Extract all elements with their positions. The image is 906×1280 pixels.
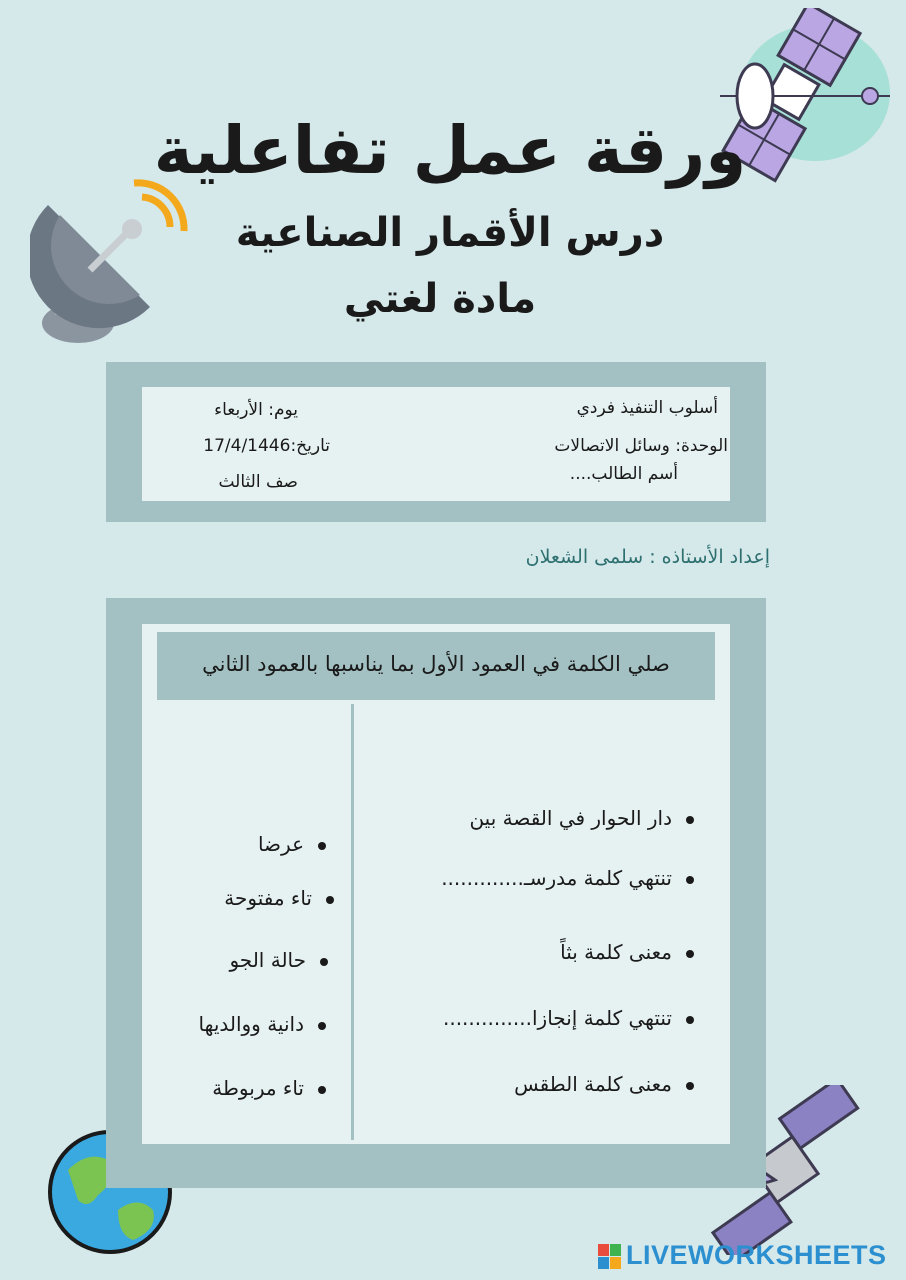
bullet-icon (686, 1016, 694, 1024)
column-one-item[interactable]: دار الحوار في القصة بين (469, 806, 694, 830)
worksheet-title: ورقة عمل تفاعلية (153, 112, 747, 189)
column-one-item[interactable]: معنى كلمة بثاً (560, 940, 694, 964)
column-two-item[interactable]: عرضا (258, 832, 326, 856)
unit-label: الوحدة: وسائل الاتصالات (554, 436, 728, 456)
subject-title: مادة لغتي (343, 276, 537, 322)
instruction-text: صلي الكلمة في العمود الأول بما يناسبها بالعمود الثاني (202, 652, 670, 676)
column-one-item[interactable]: تنتهي كلمة إنجازا.............. (443, 1006, 694, 1030)
grade-label: صف الثالث (218, 472, 298, 492)
day-label: يوم: الأربعاء (214, 400, 298, 420)
bullet-icon (686, 876, 694, 884)
liveworksheets-logo-icon (598, 1244, 622, 1270)
execution-method: أسلوب التنفيذ فردي (576, 398, 718, 418)
bullet-icon (320, 958, 328, 966)
column-two-item[interactable]: تاء مفتوحة (224, 886, 334, 910)
bullet-icon (318, 1086, 326, 1094)
teacher-credit: إعداد الأستاذه : سلمى الشعلان (525, 546, 770, 568)
bullet-icon (318, 1022, 326, 1030)
date-label: تاريخ:17/4/1446 (203, 436, 330, 456)
column-two-item[interactable]: دانية ووالديها (199, 1012, 327, 1036)
column-one-item[interactable]: معنى كلمة الطقس (514, 1072, 694, 1096)
satellite-dish-illustration (30, 175, 190, 350)
column-two-item[interactable]: حالة الجو (229, 948, 328, 972)
bullet-icon (318, 842, 326, 850)
column-two-item[interactable]: تاء مربوطة (212, 1076, 326, 1100)
bullet-icon (686, 950, 694, 958)
bullet-icon (686, 1082, 694, 1090)
column-one-item[interactable]: تنتهي كلمة مدرسـ............. (441, 866, 694, 890)
lesson-title: درس الأقمار الصناعية (235, 210, 665, 256)
bullet-icon (686, 816, 694, 824)
column-divider (351, 704, 354, 1140)
student-name-label: أسم الطالب.... (569, 464, 678, 484)
watermark: LIVEWORKSHEETS (626, 1240, 887, 1270)
bullet-icon (326, 896, 334, 904)
